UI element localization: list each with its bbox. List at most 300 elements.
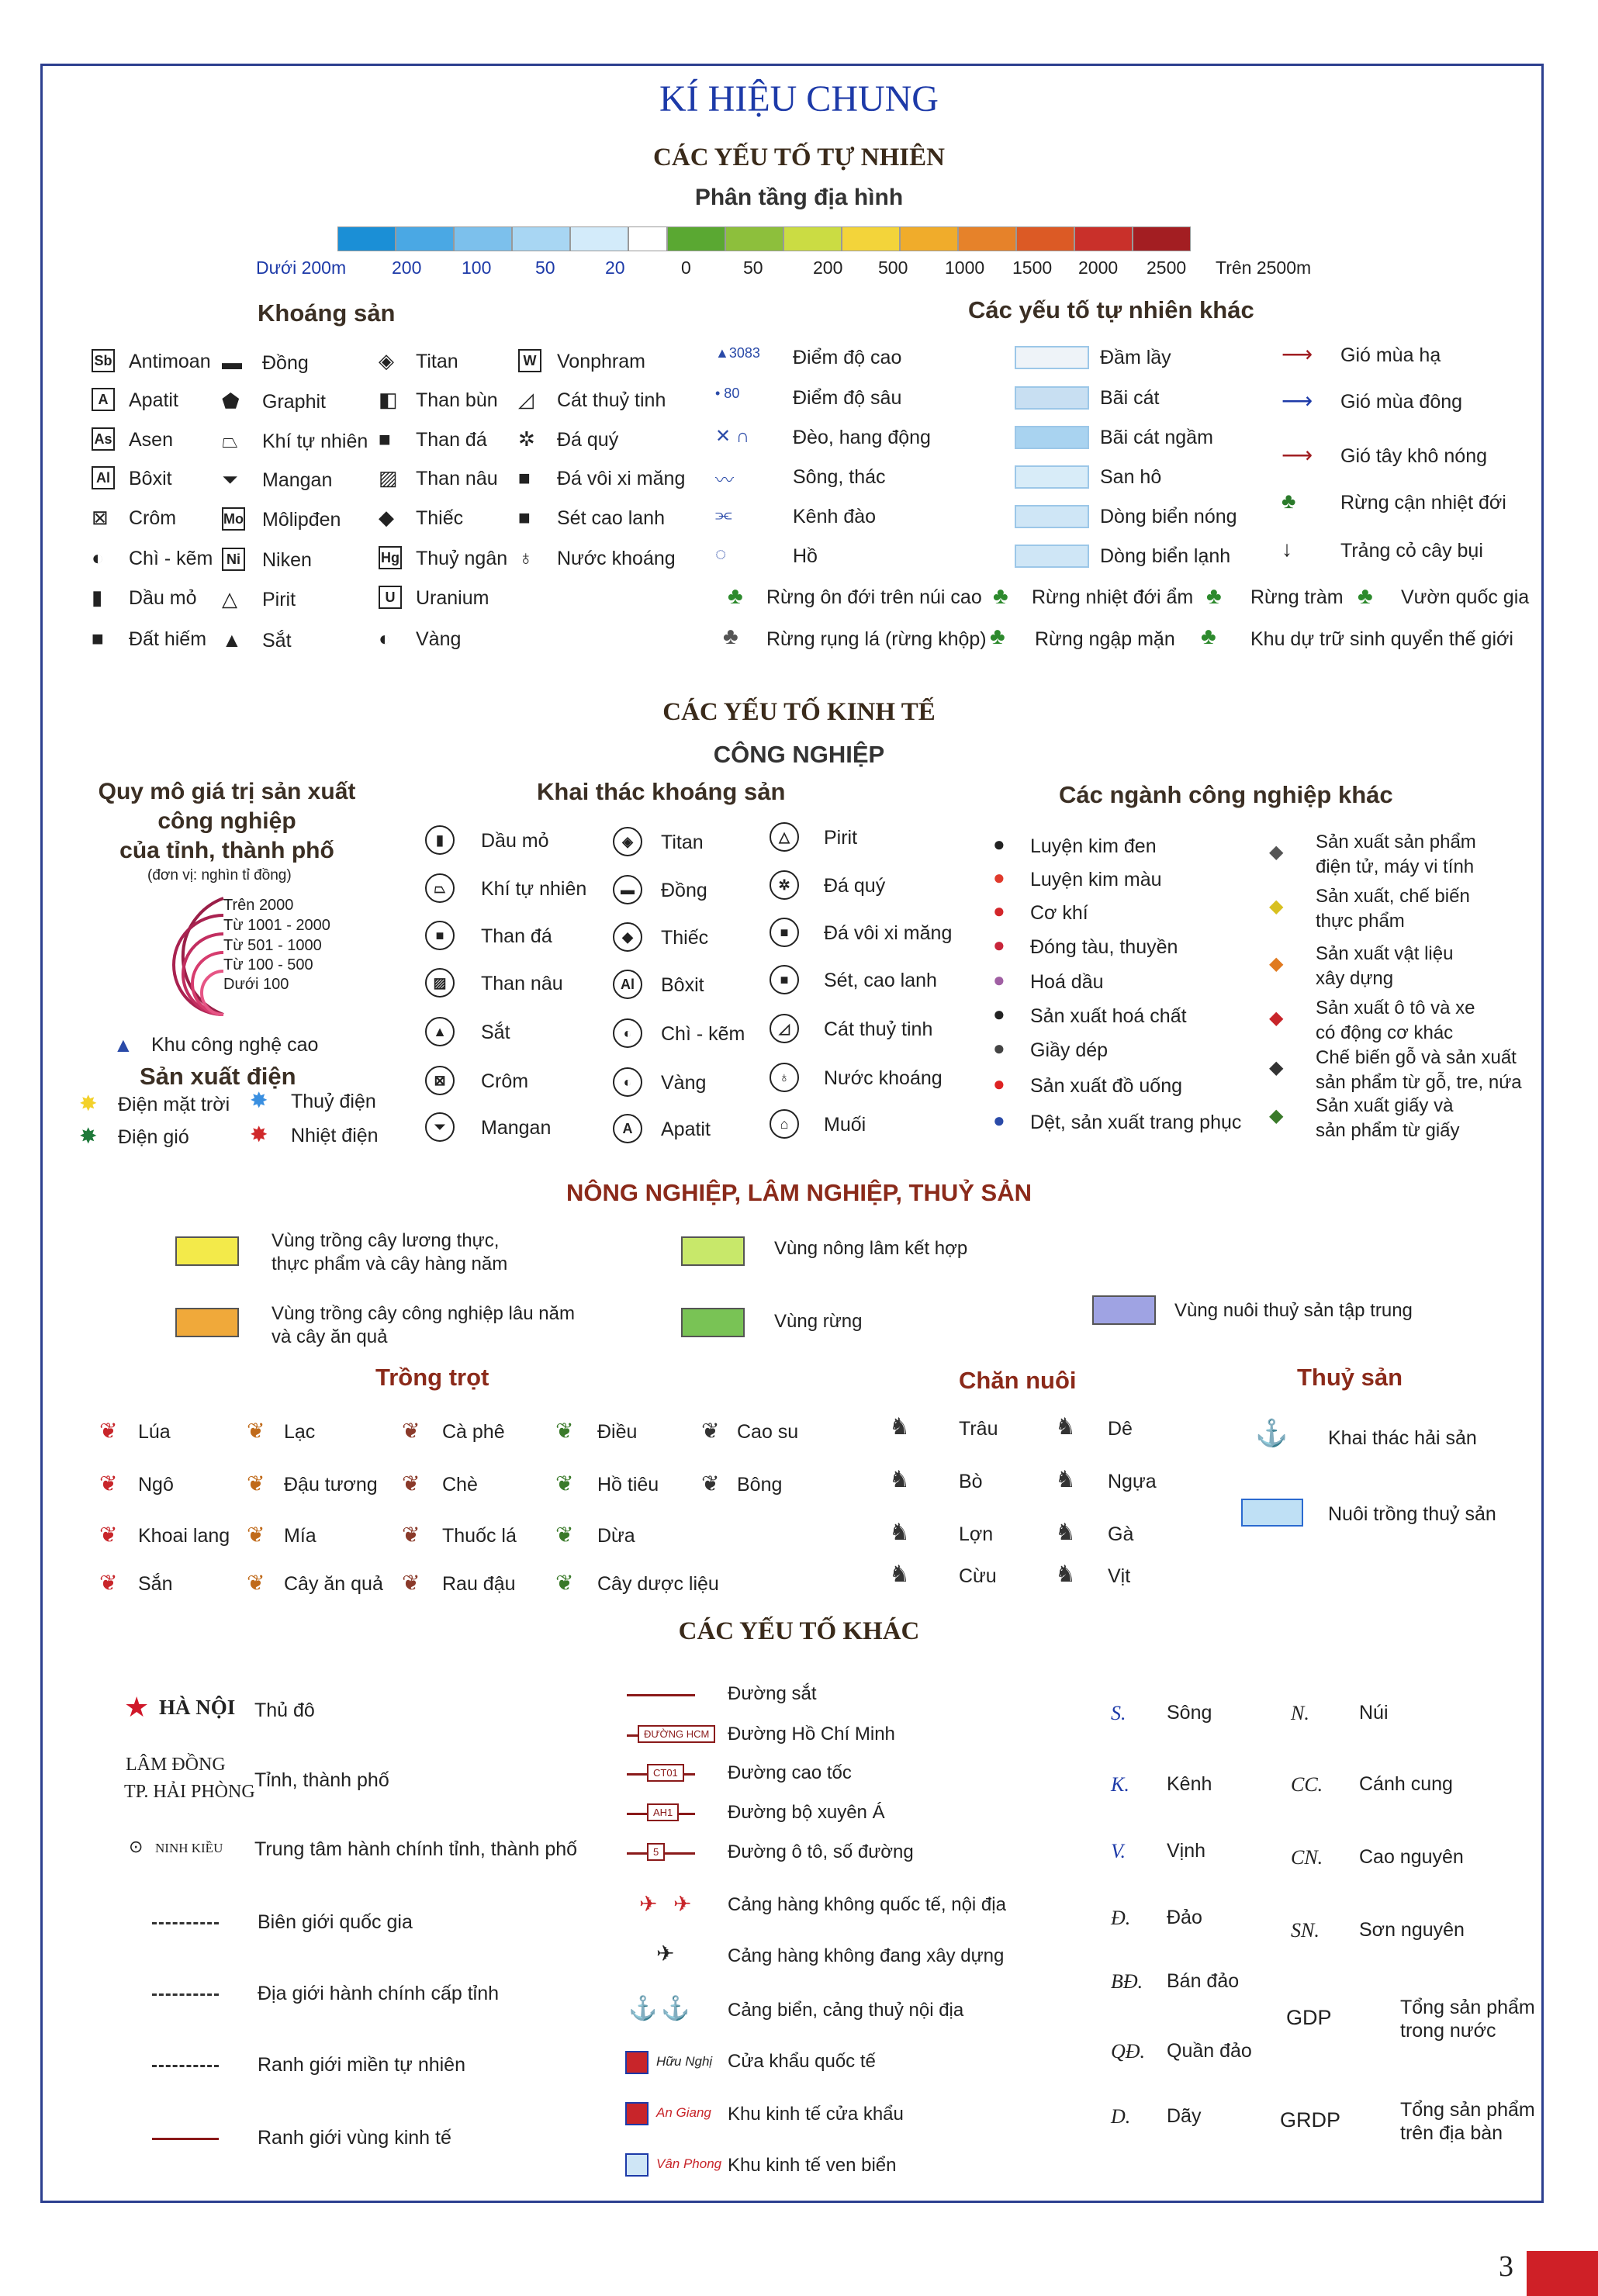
mineral-minerals_col4-1: Cát thuỷ tinh [557, 389, 666, 411]
crop-1-4: Bông [737, 1474, 783, 1496]
zone-swatch-3 [681, 1308, 745, 1337]
other-mid-icon-2: ✕ ∩ [715, 426, 750, 447]
other-ind-1: Luyện kim màu [1030, 869, 1162, 890]
grdp-key: GRDP [1280, 2108, 1341, 2132]
road-9: Khu kinh tế cửa khẩu [728, 2104, 904, 2125]
mineral-minerals_col3-4-icon: ◆ [379, 506, 394, 529]
economic-heading: CÁC YẾU TỐ KINH TẾ [662, 698, 936, 726]
crop-icon-3-1: ❦ [247, 1571, 265, 1595]
crop-icon-1-2: ❦ [402, 1471, 420, 1496]
mineral-minerals_col3-2-icon: ■ [379, 427, 391, 451]
mining-mining_col3-3: Sét, cao lanh [824, 970, 937, 991]
grdp-l2: trên địa bàn [1400, 2122, 1503, 2144]
mineral-minerals_col1-6-icon: ▮ [92, 586, 103, 609]
other-right-2: Bãi cát ngầm [1100, 427, 1213, 448]
other-mid-2: Đèo, hang động [793, 427, 931, 448]
mineral-minerals_col4-0: Vonphram [557, 351, 645, 372]
road-10: Khu kinh tế ven biển [728, 2155, 897, 2176]
hitech-label: Khu công nghệ cao [151, 1034, 319, 1056]
scale-label-13: Trên 2500m [1216, 258, 1312, 278]
crop-1-1: Đậu tương [284, 1474, 378, 1496]
mineral-minerals_col1-6: Dầu mỏ [129, 587, 197, 609]
other-ind2-icon-3: ◆ [1269, 1008, 1284, 1029]
livestock-0-1: Dê [1108, 1418, 1133, 1440]
scale-cell-6 [667, 226, 725, 251]
mineral-minerals_col4-5-icon: ♁ [518, 546, 534, 569]
power-icon-1: ✸ [250, 1088, 268, 1112]
mineral-minerals_col1-7-icon: ■ [92, 627, 104, 650]
mineral-minerals_col2-5-icon: Ni [222, 548, 245, 571]
crop-3-2: Rau đậu [442, 1573, 516, 1595]
mineral-minerals_col3-5-icon: Hg [379, 546, 402, 569]
industry-scale-title-line-2: công nghiệp [157, 808, 296, 834]
livestock-icon-3-1: ♞ [1055, 1561, 1076, 1587]
zone-swatch-1 [681, 1236, 745, 1266]
airport-icon-0: ✈ [639, 1892, 658, 1916]
mineral-minerals_col3-7: Vàng [416, 628, 462, 650]
agri-heading: NÔNG NGHIỆP, LÂM NGHIỆP, THUỶ SẢN [566, 1179, 1032, 1206]
forest-row1-icon-0: ♣ [728, 583, 743, 609]
hitech-icon: ▲ [113, 1033, 133, 1056]
other-natural-title: Các yếu tố tự nhiên khác [968, 296, 1254, 323]
crop-0-3: Điều [597, 1421, 638, 1443]
center-label: Trung tâm hành chính tỉnh, thành phố [254, 1838, 578, 1860]
livestock-icon-0-1: ♞ [1055, 1414, 1076, 1440]
road-7: Cảng biển, cảng thuỷ nội địa [728, 2000, 964, 2021]
zone-swatch-2 [175, 1308, 239, 1337]
other-mid-icon-3: 〰 [715, 470, 734, 491]
mineral-minerals_col4-3: Đá vôi xi măng [557, 468, 686, 489]
scale-cell-0 [337, 226, 396, 251]
mineral-minerals_col1-1: Apatit [129, 389, 178, 411]
crop-icon-3-0: ❦ [99, 1571, 118, 1595]
other-mid-0: Điểm độ cao [793, 347, 902, 368]
forest-row2-0: Rừng rụng lá (rừng khộp) [766, 628, 987, 650]
abbr-right-key-2: CN. [1291, 1846, 1323, 1869]
zone-l1-1: Vùng nông lâm kết hợp [774, 1238, 968, 1259]
mining-mining_col1-3: Than nâu [481, 973, 563, 994]
other-ind-7: Sản xuất đồ uống [1030, 1075, 1182, 1097]
other-ind2-icon-0: ◆ [1269, 842, 1284, 863]
scale-level-1: Từ 1001 - 2000 [223, 917, 330, 934]
industry-scale-title-line-1: Quy mô giá trị sản xuất [98, 779, 356, 804]
fishery-1: Nuôi trồng thuỷ sản [1328, 1503, 1496, 1525]
mining-mining_col1-icon-1: ⏢ [425, 873, 455, 903]
forest-row1-icon-3: ♣ [1358, 583, 1373, 609]
mineral-minerals_col2-4: Môlipđen [262, 509, 341, 531]
abbr-left-key-3: Đ. [1111, 1907, 1131, 1929]
other-mid-icon-0: ▲3083 [715, 345, 760, 361]
livestock-0-0: Trâu [959, 1418, 998, 1440]
mining-mining_col1-icon-2: ■ [425, 921, 455, 950]
capital-star-icon: ★ [124, 1691, 150, 1723]
gdp-key: GDP [1286, 2006, 1332, 2029]
scale-cell-2 [454, 226, 512, 251]
scale-cell-11 [958, 226, 1016, 251]
crop-icon-3-3: ❦ [555, 1571, 574, 1595]
road-1: Đường Hồ Chí Minh [728, 1724, 895, 1744]
abbr-left-key-1: K. [1111, 1773, 1129, 1796]
road-2: Đường cao tốc [728, 1762, 852, 1783]
other-ind2-l1-0: Sản xuất sản phẩm [1316, 832, 1476, 852]
abbr-left-key-6: D. [1111, 2105, 1131, 2128]
power-icon-2: ✸ [79, 1124, 98, 1148]
other-mid-3: Sông, thác [793, 466, 886, 488]
abbr-left-val-1: Kênh [1167, 1773, 1212, 1795]
crop-2-3: Dừa [597, 1525, 635, 1547]
border-3: Ranh giới vùng kinh tế [258, 2127, 451, 2149]
crop-icon-2-0: ❦ [99, 1523, 118, 1547]
mineral-minerals_col1-2: Asen [129, 429, 173, 451]
fishery-0: Khai thác hải sản [1328, 1427, 1477, 1449]
mineral-minerals_col3-1-icon: ◧ [379, 388, 398, 411]
scale-label-1: 200 [392, 258, 422, 278]
other-right-swatch-2 [1015, 426, 1089, 449]
livestock-2-1: Gà [1108, 1523, 1134, 1545]
crop-2-0: Khoai lang [138, 1525, 230, 1547]
other-ind-icon-1: ● [993, 866, 1005, 889]
mineral-minerals_col2-7-icon: ▲ [222, 628, 242, 652]
border-line-3 [152, 2138, 219, 2140]
mineral-minerals_col4-4: Sét cao lanh [557, 507, 665, 529]
wind-2: Gió tây khô nóng [1340, 445, 1488, 467]
other-ind2-l2-4: sản phẩm từ gỗ, tre, nứa [1316, 1072, 1522, 1093]
other-ind-icon-5: ● [993, 1002, 1005, 1025]
wind-icon-2: ⟶ [1282, 443, 1313, 467]
other-heading: CÁC YẾU TỐ KHÁC [678, 1617, 920, 1645]
zone-swatch-4 [1092, 1295, 1156, 1325]
capital-sample: HÀ NỘI [159, 1696, 236, 1719]
other-ind-icon-0: ● [993, 832, 1005, 856]
livestock-title: Chăn nuôi [959, 1367, 1077, 1394]
crop-1-2: Chè [442, 1474, 478, 1496]
port-icon-1: ⚓ [661, 1996, 690, 2021]
industry-scale-title [74, 777, 380, 866]
mining-mining_col3-2: Đá vôi xi măng [824, 922, 953, 944]
scale-label-2: 100 [462, 258, 492, 278]
abbr-right-key-3: SN. [1291, 1919, 1320, 1942]
gate-icon-1 [625, 2102, 649, 2125]
other-ind2-icon-2: ◆ [1269, 953, 1284, 974]
wind-0: Gió mùa hạ [1340, 344, 1441, 366]
border-2: Ranh giới miền tự nhiên [258, 2054, 465, 2076]
forest-row2-icon-1: ♣ [990, 624, 1005, 649]
mining-mining_col3-icon-5: ♁ [770, 1063, 799, 1092]
mining-title: Khai thác khoáng sản [537, 778, 786, 805]
other-ind-icon-7: ● [993, 1072, 1005, 1095]
mineral-minerals_col2-6: Pirit [262, 589, 296, 610]
industry-scale-title-line-3: của tỉnh, thành phố [119, 838, 334, 863]
scale-label-10: 1500 [1012, 258, 1053, 278]
scale-cell-7 [725, 226, 783, 251]
other-ind-icon-2: ● [993, 899, 1005, 922]
forest-row2-1: Rừng ngập mặn [1035, 628, 1175, 650]
power-1: Thuỷ điện [291, 1091, 376, 1112]
crop-3-1: Cây ăn quả [284, 1573, 383, 1595]
scale-label-0: Dưới 200m [256, 258, 347, 278]
mining-mining_col2-icon-2: ◆ [613, 922, 642, 952]
mining-mining_col1-icon-4: ▲ [425, 1017, 455, 1046]
gdp-l2: trong nước [1400, 2020, 1496, 2042]
scale-level-2: Từ 501 - 1000 [223, 937, 322, 954]
page-number: 3 [1499, 2250, 1513, 2283]
other-right-4: Dòng biển nóng [1100, 506, 1237, 527]
zone-swatch-0 [175, 1236, 239, 1266]
wind-1: Gió mùa đông [1340, 391, 1463, 413]
other-ind2-l2-0: điện tử, máy vi tính [1316, 856, 1475, 877]
crop-icon-3-2: ❦ [402, 1571, 420, 1595]
border-1: Địa giới hành chính cấp tỉnh [258, 1983, 500, 2004]
scale-level-0: Trên 2000 [223, 897, 294, 914]
forest-row1-1: Rừng nhiệt đới ẩm [1032, 586, 1194, 608]
other-right-swatch-0 [1015, 346, 1089, 369]
other-ind2-l2-5: sản phẩm từ giấy [1316, 1120, 1460, 1141]
crop-icon-0-1: ❦ [247, 1419, 265, 1443]
scale-cell-13 [1074, 226, 1133, 251]
livestock-3-0: Cừu [959, 1565, 997, 1587]
other-ind2-l2-2: xây dựng [1316, 968, 1394, 989]
road-tag-1: CT01 [647, 1764, 684, 1782]
mineral-minerals_col3-2: Than đá [416, 429, 487, 451]
mineral-minerals_col3-0-icon: ◈ [379, 349, 394, 372]
mineral-minerals_col1-4-icon: ⊠ [92, 506, 109, 529]
crop-0-2: Cà phê [442, 1421, 505, 1443]
fishery-icon-0: ⚓ [1255, 1419, 1288, 1448]
crop-icon-1-4: ❦ [701, 1471, 720, 1496]
mineral-minerals_col3-0: Titan [416, 351, 458, 372]
mineral-minerals_col1-0: Antimoan [129, 351, 211, 372]
industry-scale-unit: (đơn vị: nghìn tỉ đồng) [147, 867, 292, 883]
center-icon: ⊙ [129, 1837, 144, 1856]
scale-level-4: Dưới 100 [223, 976, 289, 993]
mineral-minerals_col4-2-icon: ✲ [518, 427, 535, 451]
mineral-minerals_col4-2: Đá quý [557, 429, 619, 451]
scale-label-8: 500 [878, 258, 908, 278]
crop-icon-1-0: ❦ [99, 1471, 118, 1496]
center-sample: NINH KIỀU [155, 1841, 223, 1855]
other-right-0: Đầm lầy [1100, 347, 1171, 368]
terrain-title: Phân tầng địa hình [694, 185, 904, 210]
other-mid-4: Kênh đào [793, 506, 877, 527]
scale-label-6: 50 [743, 258, 763, 278]
other-ind2-icon-1: ◆ [1269, 896, 1284, 917]
airport-icon-1: ✈ [673, 1892, 692, 1916]
border-line-2 [152, 2065, 219, 2067]
other-mid-icon-5: ◌ [715, 544, 727, 565]
gdp-l1: Tổng sản phẩm [1400, 1997, 1535, 2018]
capital-label: Thủ đô [254, 1700, 315, 1721]
abbr-right-val-1: Cánh cung [1359, 1773, 1453, 1795]
mineral-minerals_col4-4-icon: ■ [518, 506, 531, 529]
abbr-left-val-2: Vịnh [1167, 1840, 1206, 1862]
other-right-swatch-3 [1015, 465, 1089, 489]
mineral-minerals_col2-3-icon: ⏷ [222, 468, 238, 491]
mineral-minerals_col1-5-icon: ◐ [92, 546, 104, 569]
mining-mining_col2-0: Titan [661, 832, 704, 853]
mining-mining_col1-4: Sắt [481, 1022, 510, 1043]
mining-mining_col1-icon-3: ▨ [425, 968, 455, 998]
mineral-minerals_col2-3: Mangan [262, 469, 333, 491]
grdp-l1: Tổng sản phẩm [1400, 2099, 1535, 2121]
mining-mining_col1-5: Crôm [481, 1070, 529, 1092]
livestock-icon-1-0: ♞ [889, 1467, 910, 1492]
forest-row2-icon-2: ♣ [1201, 624, 1216, 649]
mining-mining_col3-5: Nước khoáng [824, 1067, 943, 1089]
gate-icon-2 [625, 2153, 649, 2177]
road-tag-0: ĐƯỜNG HCM [638, 1725, 715, 1743]
mineral-minerals_col2-4-icon: Mo [222, 507, 245, 531]
other-ind-8: Dệt, sản xuất trang phục [1030, 1112, 1242, 1133]
abbr-left-val-3: Đảo [1167, 1907, 1202, 1928]
mineral-minerals_col1-1-icon: A [92, 388, 115, 411]
livestock-1-0: Bò [959, 1471, 983, 1492]
crop-0-0: Lúa [138, 1421, 171, 1443]
mineral-minerals_col1-3: Bôxit [129, 468, 172, 489]
industry-scale-arcs [155, 890, 233, 1022]
crop-icon-2-2: ❦ [402, 1523, 420, 1547]
scale-label-4: 20 [605, 258, 625, 278]
abbr-left-key-2: V. [1111, 1840, 1126, 1862]
power-icon-3: ✸ [250, 1122, 268, 1146]
mining-mining_col1-icon-5: ⊠ [425, 1066, 455, 1095]
power-title: Sản xuất điện [140, 1063, 296, 1090]
mineral-minerals_col3-6-icon: U [379, 586, 402, 609]
mineral-minerals_col2-2-icon: ⏢ [222, 429, 238, 452]
other-right-5: Dòng biển lạnh [1100, 545, 1231, 567]
zone-l2-2: và cây ăn quả [272, 1326, 388, 1347]
forest-row1-0: Rừng ôn đới trên núi cao [766, 586, 982, 608]
mining-mining_col2-5: Vàng [661, 1072, 707, 1094]
zone-l1-3: Vùng rừng [774, 1311, 863, 1332]
scale-level-3: Từ 100 - 500 [223, 956, 313, 973]
wind-icon-4: ↓ [1282, 537, 1292, 561]
other-ind-icon-8: ● [993, 1108, 1005, 1132]
other-ind-icon-4: ● [993, 968, 1005, 991]
forest-row2-2: Khu dự trữ sinh quyển thế giới [1250, 628, 1513, 650]
power-2: Điện gió [118, 1126, 189, 1148]
abbr-left-key-5: QĐ. [1111, 2040, 1146, 2063]
abbr-left-key-4: BĐ. [1111, 1970, 1143, 1993]
mining-mining_col2-icon-4: ◐ [613, 1018, 642, 1048]
road-4: Đường ô tô, số đường [728, 1841, 914, 1862]
province-sample-2: TP. HẢI PHÒNG [124, 1782, 255, 1802]
abbr-right-val-2: Cao nguyên [1359, 1846, 1464, 1868]
mineral-minerals_col3-6: Uranium [416, 587, 489, 609]
mining-mining_col2-2: Thiếc [661, 927, 709, 949]
other-ind2-l2-1: thực phẩm [1316, 911, 1405, 932]
other-right-swatch-4 [1015, 505, 1089, 528]
mineral-minerals_col4-0-icon: W [518, 349, 541, 372]
other-ind-icon-6: ● [993, 1036, 1005, 1060]
crop-icon-1-1: ❦ [247, 1471, 265, 1496]
other-ind-5: Sản xuất hoá chất [1030, 1005, 1187, 1027]
mineral-minerals_col3-3: Than nâu [416, 468, 498, 489]
scale-label-5: 0 [681, 258, 691, 278]
other-ind2-icon-4: ◆ [1269, 1057, 1284, 1078]
mining-mining_col1-0: Dầu mỏ [481, 830, 549, 852]
mineral-minerals_col3-3-icon: ▨ [379, 466, 398, 489]
abbr-left-val-5: Quần đảo [1167, 2040, 1252, 2062]
abbr-left-val-0: Sông [1167, 1702, 1212, 1724]
province-label: Tỉnh, thành phố [254, 1769, 389, 1791]
forest-row1-3: Vườn quốc gia [1401, 586, 1530, 608]
scale-cell-12 [1016, 226, 1074, 251]
other-right-swatch-5 [1015, 545, 1089, 568]
border-0: Biên giới quốc gia [258, 1911, 413, 1933]
scale-cell-9 [842, 226, 900, 251]
province-sample-1: LÂM ĐỒNG [126, 1755, 226, 1775]
other-ind2-l1-3: Sản xuất ô tô và xe [1316, 998, 1475, 1018]
wind-icon-3: ♣ [1282, 489, 1296, 513]
livestock-icon-2-0: ♞ [889, 1520, 910, 1545]
mining-mining_col1-icon-0: ▮ [425, 825, 455, 855]
crop-3-0: Sắn [138, 1573, 173, 1595]
mineral-minerals_col2-0-icon: ▬ [222, 351, 242, 374]
other-mid-5: Hồ [793, 545, 818, 567]
scale-label-3: 50 [535, 258, 555, 278]
abbr-right-val-3: Sơn nguyên [1359, 1919, 1465, 1941]
wind-icon-1: ⟶ [1282, 389, 1313, 413]
road-8: Cửa khẩu quốc tế [728, 2051, 876, 2072]
mining-mining_col3-4: Cát thuỷ tinh [824, 1018, 933, 1040]
abbr-right-key-1: CC. [1291, 1773, 1323, 1796]
border-line-0 [152, 1922, 219, 1924]
road-6: Cảng hàng không đang xây dựng [728, 1945, 1005, 1966]
abbr-left-val-6: Dãy [1167, 2105, 1202, 2127]
power-3: Nhiệt điện [291, 1125, 379, 1146]
abbr-left-key-0: S. [1111, 1702, 1126, 1724]
abbr-right-val-0: Núi [1359, 1702, 1389, 1724]
other-ind2-l1-2: Sản xuất vật liệu [1316, 943, 1454, 964]
livestock-icon-3-0: ♞ [889, 1561, 910, 1587]
crops-title: Trồng trọt [375, 1364, 489, 1391]
zone-l2-0: thực phẩm và cây hàng năm [272, 1253, 508, 1274]
crop-1-0: Ngô [138, 1474, 174, 1496]
wind-icon-0: ⟶ [1282, 342, 1313, 366]
gate-sample-1: An Giang [656, 2105, 711, 2120]
other-right-3: San hô [1100, 466, 1162, 488]
mining-mining_col3-icon-1: ✲ [770, 870, 799, 900]
gate-sample-0: Hữu Nghị [656, 2054, 713, 2069]
mineral-minerals_col4-1-icon: ◿ [518, 388, 534, 411]
livestock-2-0: Lợn [959, 1523, 994, 1545]
mineral-minerals_col1-0-icon: Sb [92, 349, 115, 372]
fishery-title: Thuỷ sản [1297, 1364, 1403, 1391]
road-line-0 [627, 1694, 695, 1696]
mining-mining_col1-icon-6: ⏷ [425, 1112, 455, 1142]
mining-mining_col2-icon-5: ◐ [613, 1067, 642, 1097]
forest-row2-icon-0: ♣ [723, 624, 738, 649]
border-line-1 [152, 1993, 219, 1996]
other-ind-2: Cơ khí [1030, 902, 1088, 924]
mining-mining_col3-0: Pirit [824, 827, 858, 849]
livestock-icon-1-1: ♞ [1055, 1467, 1076, 1492]
mining-mining_col3-icon-4: ◿ [770, 1014, 799, 1043]
zone-l1-4: Vùng nuôi thuỷ sản tập trung [1174, 1300, 1413, 1321]
mineral-minerals_col2-2: Khí tự nhiên [262, 430, 368, 452]
other-mid-icon-1: • 80 [715, 386, 740, 401]
mining-mining_col3-icon-2: ■ [770, 918, 799, 947]
mining-mining_col2-6: Apatit [661, 1119, 711, 1140]
mining-mining_col1-6: Mangan [481, 1117, 552, 1139]
mineral-minerals_col2-1-icon: ⬟ [222, 389, 240, 413]
page-title: KÍ HIỆU CHUNG [659, 78, 939, 119]
mineral-minerals_col1-5: Chì - kẽm [129, 548, 213, 569]
scale-cell-10 [900, 226, 958, 251]
mining-mining_col2-4: Chì - kẽm [661, 1023, 745, 1045]
scale-cell-14 [1133, 226, 1191, 251]
airport-icon-2: ✈ [656, 1942, 675, 1966]
